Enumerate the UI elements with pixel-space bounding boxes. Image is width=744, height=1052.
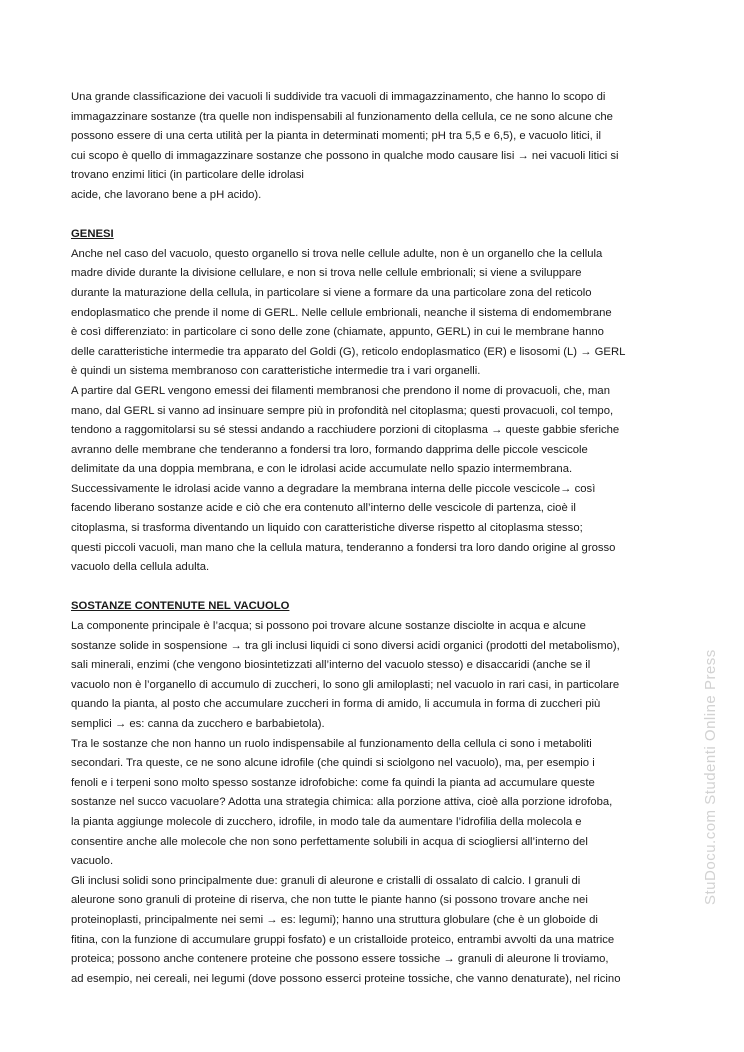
text-line: secondari. Tra queste, ce ne sono alcune idrofile (che quindi si sciolgono nel vacuolo), ma, per esempio i xyxy=(71,757,595,770)
text-line: delimitate da una doppia membrana, e con le idrolasi acide accumulate nello spazio intermembrana. xyxy=(71,463,573,476)
text-line: facendo liberano sostanze acide e ciò che era contenuto all’interno delle vescicole di partenza, cioè il xyxy=(71,502,576,515)
text-line: delle caratteristiche intermedie tra apparato del Goldi (G), reticolo endoplasmatico (ER) e lisosomi (L) → GERL xyxy=(71,345,626,358)
text-line: vacuolo non è l’organello di accumulo di zuccheri, lo sono gli amiloplasti; nel vacuolo in rari casi, in particolare xyxy=(71,678,620,691)
text-line: sostanze solide in sospensione → tra gli inclusi liquidi ci sono diversi acidi organici (prodotti del metabolismo), xyxy=(71,639,620,652)
text-line: proteinoplasti, principalmente nei semi → es: legumi); hanno una struttura globulare (che è un globoide di xyxy=(71,913,598,926)
watermark: StuDocu.com Studenti Online Press xyxy=(702,649,719,905)
text-line: questi piccoli vacuoli, man mano che la cellula matura, tenderanno a fondersi tra loro dando origine al grosso xyxy=(71,541,616,554)
text-line: madre divide durante la divisione cellulare, e non si trova nelle cellule embrionali; si viene a sviluppare xyxy=(71,267,582,280)
text-line: aleurone sono granuli di proteine di riserva, che non tutte le piante hanno (si possono trovare anche nei xyxy=(71,894,588,907)
sostanze-paragraph-1 xyxy=(71,617,672,735)
text-line: Successivamente le idrolasi acide vanno a degradare la membrana interna delle piccole vescicole→ così xyxy=(71,482,596,495)
text-line: immagazzinare sostanze (tra quelle non indispensabili al funzionamento della cellula, ce ne sono alcune che xyxy=(71,110,613,123)
text-line: cui scopo è quello di immagazzinare sostanze che possono in qualche modo causare lisi → nei vacuoli litici si xyxy=(71,149,619,162)
text-line: Una grande classificazione dei vacuoli li suddivide tra vacuoli di immagazzinamento, che hanno lo scopo di xyxy=(71,91,606,103)
text-line: è così differenziato: in particolare ci sono delle zone (chiamate, appunto, GERL) in cui le membrane hanno xyxy=(71,326,604,339)
text-line: tendono a raggomitolarsi su sé stessi andando a racchiudere porzioni di citoplasma → queste gabbie sferiche xyxy=(71,424,620,437)
text-line: sali minerali, enzimi (che vengono biosintetizzati all’interno del vacuolo stesso) e disaccaridi (anche se il xyxy=(71,659,591,672)
text-line: endoplasmatico che prende il nome di GERL. Nelle cellule embrionali, neanche il sistema di endomembrane xyxy=(71,306,612,319)
text-line: vacuolo della cellula adulta. xyxy=(71,561,210,574)
text-line: citoplasma, si trasforma diventando un liquido con caratteristiche diverse rispetto al citoplasma stesso; xyxy=(71,522,583,535)
text-line: semplici → es: canna da zucchero e barbabietola). xyxy=(71,718,325,730)
intro-paragraph xyxy=(71,88,672,206)
sostanze-paragraph-2 xyxy=(71,735,672,872)
text-line: Gli inclusi solidi sono principalmente due: granuli di aleurone e cristalli di ossalato di calcio. I granuli di xyxy=(71,874,581,887)
text-line: è quindi un sistema membranoso con caratteristiche intermedie tra i vari organelli. xyxy=(71,365,481,378)
text-line: sostanze nel succo vacuolare? Adotta una strategia chimica: alla porzione attiva, cioè alla porzione idrofoba, xyxy=(71,796,613,809)
section-heading-genesi: GENESI xyxy=(71,228,114,241)
sostanze-paragraph-3 xyxy=(71,872,672,990)
text-line: La componente principale è l’acqua; si possono poi trovare alcune sostanze disciolte in acqua e alcune xyxy=(71,620,586,633)
text-line: trovano enzimi litici (in particolare delle idrolasi xyxy=(71,169,304,182)
text-line: fenoli e i terpeni sono molto spesso sostanze idrofobiche: come fa quindi la pianta ad accumulare queste xyxy=(71,776,595,789)
document-page xyxy=(71,88,672,989)
text-line: la pianta aggiunge molecole di zucchero, idrofile, in modo tale da aumentare l’idrofilia della molecola e xyxy=(71,815,582,828)
text-line: A partire dal GERL vengono emessi dei filamenti membranosi che prendono il nome di provacuoli, che, man xyxy=(71,384,610,397)
text-line: possono essere di una certa utilità per la pianta in determinati momenti; pH tra 5,5 e 6,5), e vacuolo litici, il xyxy=(71,130,601,143)
genesi-paragraph-1 xyxy=(71,245,672,382)
text-line: acide, che lavorano bene a pH acido). xyxy=(71,188,262,201)
text-line: vacuolo. xyxy=(71,855,114,868)
text-line: ad esempio, nei cereali, nei legumi (dove possono esserci proteine tossiche, che vanno denaturate), nel ricino xyxy=(71,972,621,985)
text-line: proteica; possono anche contenere proteine che possono essere tossiche → granuli di aleurone li troviamo, xyxy=(71,953,609,966)
text-line: mano, dal GERL si vanno ad insinuare sempre più in profondità nel citoplasma; questi provacuoli, col tempo, xyxy=(71,404,614,417)
text-line: consentire anche alle molecole che non sono perfettamente solubili in acqua di sciogliersi all’interno del xyxy=(71,835,588,848)
text-line: avranno delle membrane che tenderanno a fondersi tra loro, formando dapprima delle piccole vescicole xyxy=(71,443,588,456)
text-line: quando la pianta, al posto che accumulare zuccheri in forma di amido, li accumula in forma di zuccheri più xyxy=(71,698,601,711)
text-line: Tra le sostanze che non hanno un ruolo indispensabile al funzionamento della cellula ci sono i metaboliti xyxy=(71,737,592,750)
text-line: Anche nel caso del vacuolo, questo organello si trova nelle cellule adulte, non è un organello che la cellula xyxy=(71,247,603,260)
section-heading-sostanze: SOSTANZE CONTENUTE NEL VACUOLO xyxy=(71,600,290,613)
text-line: fitina, con la funzione di accumulare gruppi fosfato) e un cristalloide proteico, entrambi avvolti da una matrice xyxy=(71,933,615,946)
genesi-paragraph-2 xyxy=(71,382,672,578)
text-line: durante la maturazione della cellula, in particolare si viene a formare da una particolare zona del reticolo xyxy=(71,286,592,299)
